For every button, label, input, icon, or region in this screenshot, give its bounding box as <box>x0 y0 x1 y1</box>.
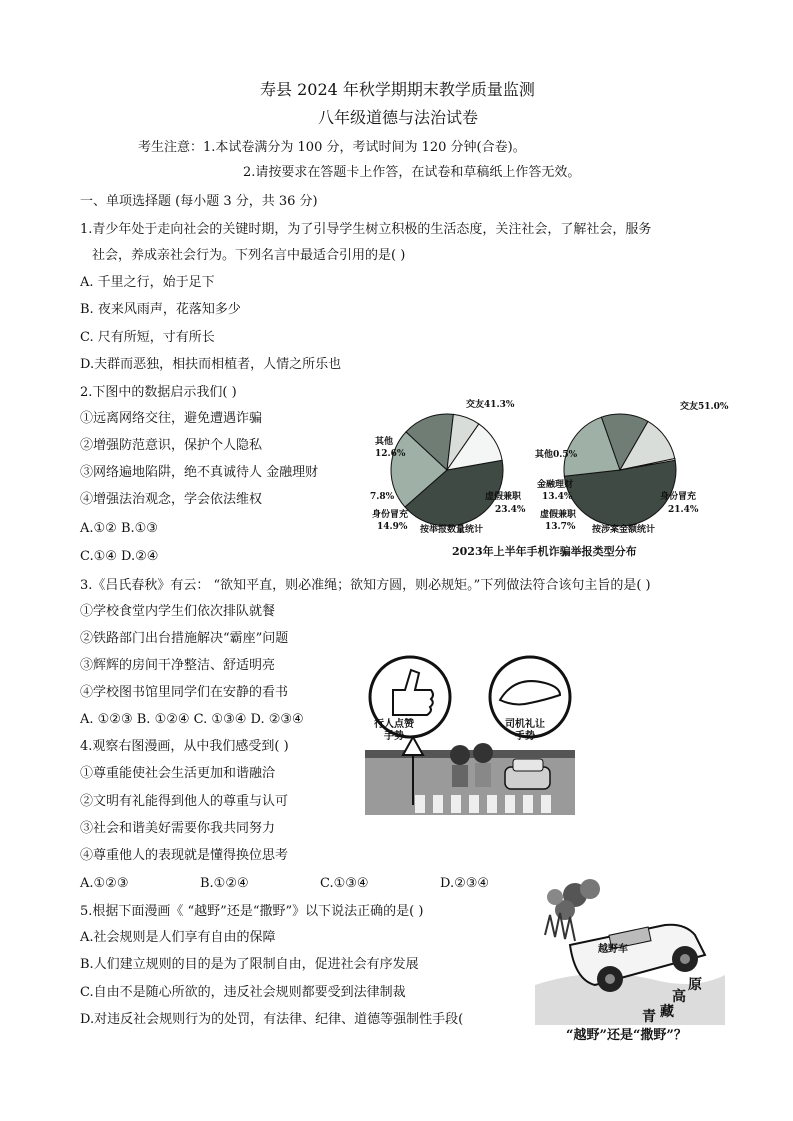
pie1-label-parttime-pct: 23.4% <box>495 505 526 515</box>
q4-item-4: ④尊重他人的表现就是懂得换位思考 <box>80 848 289 863</box>
q4-choice-c: C.①③④ <box>320 876 369 891</box>
q2-item-2: ②增强防范意识，保护个人隐私 <box>80 438 263 453</box>
q5-option-b: B.人们建立规则的目的是为了限制自由，促进社会有序发展 <box>80 957 419 972</box>
q1-option-d: D.夫群而恶独，相扶而相植者，人情之所乐也 <box>80 357 342 372</box>
q2-item-1: ①远离网络交往，避免遭遇诈骗 <box>80 411 263 426</box>
q5-option-c: C.自由不是随心所欲的，违反社会规则都要受到法律制裁 <box>80 985 406 1000</box>
pie1-label-parttime: 虚假兼职 <box>485 492 522 502</box>
q1-option-a: A. 千里之行，始于足下 <box>80 275 215 290</box>
q4-choice-a: A.①②③ <box>80 876 129 891</box>
pie2-label-parttime-pct: 13.7% <box>545 522 576 532</box>
exam-subtitle: 八年级道德与法治试卷 <box>318 108 479 127</box>
q5-option-a: A.社会规则是人们享有自由的保障 <box>80 930 276 945</box>
cartoon1-right-label-2: 手势 <box>515 731 535 742</box>
pie2-label-finance: 金融理财 <box>537 480 574 490</box>
q3-item-2: ②铁路部门出台措施解决“霸座”问题 <box>80 631 289 646</box>
q1-stem-line-2: 社会，养成亲社会行为。下列名言中最适合引用的是( ) <box>92 248 406 263</box>
q3-stem: 3.《吕氏春秋》有云： “欲知平直，则必准绳；欲知方圆，则必规矩。”下列做法符合该句主旨的是( ) <box>80 578 651 593</box>
cartoon2-word-1: 高 <box>672 989 686 1005</box>
pie-chart-case-amount <box>564 414 676 526</box>
pie2-label-friend: 交友51.0% <box>680 402 729 412</box>
q4-item-1: ①尊重能使社会生活更加和谐融洽 <box>80 766 276 781</box>
notice-line-1: 考生注意：1.本试卷满分为 100 分，考试时间为 120 分钟(合卷)。 <box>138 140 526 155</box>
q3-item-3: ③辉辉的房间干净整洁、舒适明亮 <box>80 658 276 673</box>
pie1-label-friend: 交友41.3% <box>466 400 515 410</box>
q1-option-b: B. 夜来风雨声，花落知多少 <box>80 302 241 317</box>
q4-item-3: ③社会和谐美好需要你我共同努力 <box>80 821 276 836</box>
cartoon2-word-2: 原 <box>688 977 702 993</box>
q4-choice-b: B.①②④ <box>200 876 249 891</box>
section-heading: 一、单项选择题 (每小题 3 分，共 36 分) <box>80 194 318 209</box>
q1-option-c: C. 尺有所短，寸有所长 <box>80 330 215 345</box>
cartoon1-left-label-1: 行人点赞 <box>374 719 414 730</box>
q2-stem: 2.下图中的数据启示我们( ) <box>80 385 237 400</box>
q2-item-4: ④增强法治观念，学会依法维权 <box>80 492 263 507</box>
cartoon2-caption: “越野”还是“撒野”？ <box>566 1028 687 1043</box>
q2-choices-row-1: A.①② B.①③ <box>80 521 158 536</box>
pie1-label-identity: 身份冒充 <box>372 510 409 520</box>
offroad-cartoon <box>535 875 725 1025</box>
pie1-label-other: 其他 <box>375 437 394 447</box>
cartoon1-left-label-2: 手势 <box>384 731 404 742</box>
q2-item-3: ③网络遍地陷阱，绝不真诚待人 金融理财 <box>80 465 319 480</box>
q3-choices: A. ①②③ B. ①②④ C. ①③④ D. ②③④ <box>80 712 304 727</box>
pie1-label-small-pct: 7.8% <box>370 492 395 502</box>
cartoon1-right-label-1: 司机礼让 <box>505 719 545 730</box>
q2-choices-row-2: C.①④ D.②④ <box>80 549 159 564</box>
q5-stem: 5.根据下面漫画《 “越野”还是“撒野”》以下说法正确的是( ) <box>80 904 424 919</box>
pie2-label-parttime: 虚假兼职 <box>540 510 577 520</box>
pie1-label-identity-pct: 14.9% <box>377 522 408 532</box>
pie1-label-other-pct: 12.6% <box>375 449 406 459</box>
q4-stem: 4.观察右图漫画，从中我们感受到( ) <box>80 739 289 754</box>
pie1-subtitle: 按举报数量统计 <box>420 525 484 535</box>
pie-chart-figure <box>340 395 735 560</box>
pie2-label-finance-pct: 13.4% <box>542 492 573 502</box>
notice-line-2: 2.请按要求在答题卡上作答，在试卷和草稿纸上作答无效。 <box>243 165 581 180</box>
q3-item-4: ④学校图书馆里同学们在安静的看书 <box>80 685 289 700</box>
pie2-label-identity-pct: 21.4% <box>668 505 699 515</box>
cartoon2-word-3: 藏 <box>660 1004 674 1020</box>
q4-choice-d: D.②③④ <box>440 876 490 891</box>
pie2-label-identity: 身份冒充 <box>660 492 697 502</box>
cartoon2-car-label: 越野车 <box>598 944 628 955</box>
cartoon2-word-4: 青 <box>642 1009 656 1025</box>
q1-stem-line-1: 1.青少年处于走向社会的关键时期，为了引导学生树立积极的生活态度，关注社会，了解社会，服务 <box>80 222 652 237</box>
q3-item-1: ①学校食堂内学生们依次排队就餐 <box>80 604 276 619</box>
q5-option-d: D.对违反社会规则行为的处罚，有法律、纪律、道德等强制性手段( <box>80 1012 464 1027</box>
q4-item-2: ②文明有礼能得到他人的尊重与认可 <box>80 794 289 809</box>
pie2-label-other: 其他0.5% <box>535 450 578 460</box>
exam-title: 寿县 2024 年秋学期期末教学质量监测 <box>260 80 535 99</box>
pie2-subtitle: 按涉案金额统计 <box>592 525 656 535</box>
pie-figure-caption: 2023年上半年手机诈骗举报类型分布 <box>452 545 637 558</box>
